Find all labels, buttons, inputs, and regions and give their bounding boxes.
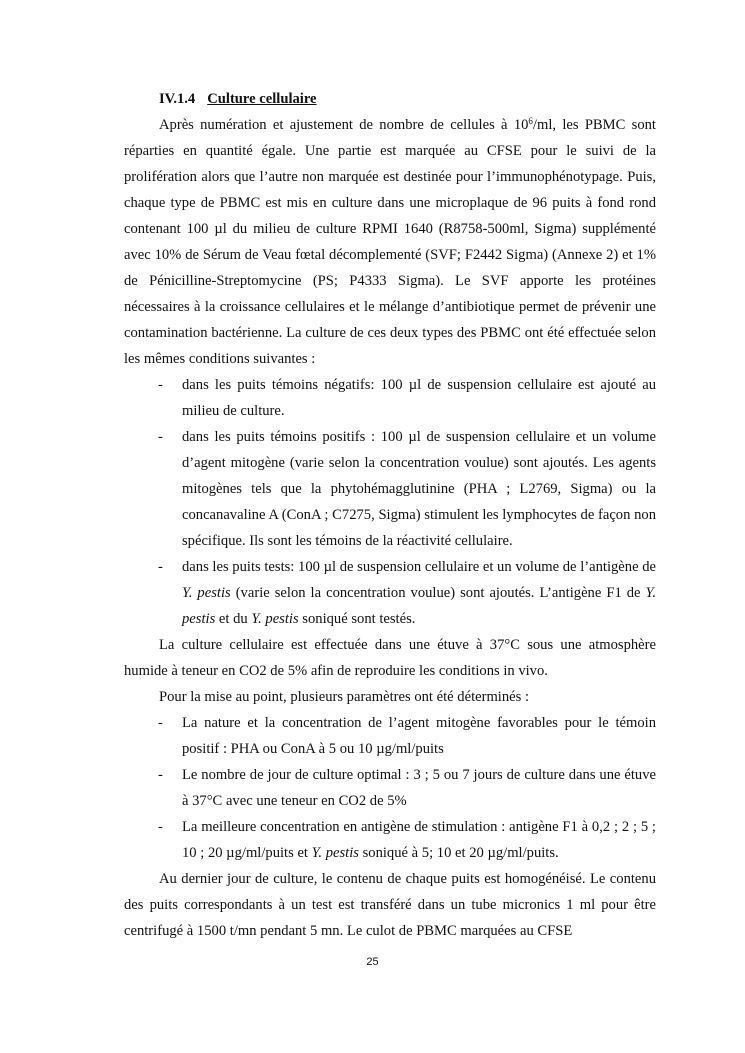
- section-number: IV.1.4: [159, 91, 196, 107]
- page-number: 25: [366, 956, 379, 968]
- list-item: [124, 762, 656, 814]
- list-item-text: (varie selon la concentration voulue) sont ajoutés. L’antigène F1 de: [230, 585, 646, 601]
- list-item: [124, 814, 656, 866]
- bullet-dash: -: [158, 429, 163, 445]
- exponent: 6: [528, 116, 533, 126]
- intro-text-end: /ml, les PBMC sont réparties en quantité égale. Une partie est marquée au CFSE pour le suivi de la prolifération alors que l’autre non marquée est destinée pour l’immunophénotypage. Puis, chaque type de PBMC est mis en culture dans une microplaque de 96 puits à fond rond contenant 100 µl du milieu de culture RPMI 1640 (R8758-500ml, Sigma) supplémenté avec 10% de Sérum de Veau fœtal décomplementé (SVF; F2442 Sigma) (Annexe 2) et 1% de Pénicilline-Streptomycine (PS; P4333 Sigma). Le SVF apporte les protéines nécessaires à la croissance cellulaires et le mélange d’antibiotique permet de prévenir une contamination bactérienne. La culture de ces deux types des PBMC ont été effectuée selon les mêmes conditions suivantes :: [124, 117, 656, 367]
- list-item-text: dans les puits témoins négatifs: 100 µl de suspension cellulaire est ajouté au milieu de culture.: [182, 377, 656, 419]
- list-item-text: Le nombre de jour de culture optimal : 3 ; 5 ou 7 jours de culture dans une étuve à 37°C avec une teneur en CO2 de 5%: [182, 767, 656, 809]
- document-page: [124, 86, 656, 944]
- species-name: Y. pestis: [182, 585, 656, 627]
- list-item-text: et du: [215, 611, 252, 627]
- species-name: Y. pestis: [182, 585, 231, 601]
- final-paragraph: Au dernier jour de culture, le contenu de chaque puits est homogénéisé. Le contenu des puits correspondants à un test est transféré dans un tube micronics 1 ml pour être centrifugé à 1500 t/mn pendant 5 mn. Le culot de PBMC marquées au CFSE: [124, 871, 656, 939]
- species-name: Y. pestis: [251, 611, 299, 627]
- list-item: [124, 710, 656, 762]
- list-item-text: La meilleure concentration en antigène de stimulation : antigène F1 à 0,2 ; 2 ; 5 ; 10 ; 20 µg/ml/puits et: [182, 819, 656, 861]
- species-name: Y. pestis: [311, 845, 359, 861]
- list-item-text: soniqué à 5; 10 et 20 µg/ml/puits.: [358, 845, 559, 861]
- intro-paragraph: [124, 112, 656, 372]
- list-item: [124, 554, 656, 632]
- list-item-text: dans les puits tests: 100 µl de suspension cellulaire et un volume de l’antigène de: [182, 559, 656, 575]
- bullet-dash: -: [158, 559, 163, 575]
- bullet-dash: -: [158, 819, 163, 835]
- bullet-dash: -: [158, 377, 163, 393]
- bullet-dash: -: [158, 715, 163, 731]
- list-item-text: La nature et la concentration de l’agent mitogène favorables pour le témoin positif : PHA ou ConA à 5 ou 10 µg/ml/puits: [182, 715, 656, 757]
- bullet-dash: -: [158, 767, 163, 783]
- list-item-text: dans les puits témoins positifs : 100 µl de suspension cellulaire et un volume d’agent mitogène (varie selon la concentration voulue) sont ajoutés. Les agents mitogènes tels que la phytohémagglutinine (PHA ; L2769, Sigma) ou la concanavaline A (ConA ; C7275, Sigma) stimulent les lymphocytes de façon non spécifique. Ils sont les témoins de la réactivité cellulaire.: [182, 429, 656, 549]
- list-item: [124, 424, 656, 554]
- culture-paragraph: La culture cellulaire est effectuée dans une étuve à 37°C sous une atmosphère humide à teneur en CO2 de 5% afin de reproduire les conditions in vivo.: [124, 637, 656, 679]
- intro-text-start: Après numération et ajustement de nombre de cellules à 10: [159, 117, 529, 133]
- conditions-list: [124, 372, 656, 632]
- section-heading: [159, 86, 656, 112]
- section-title: Culture cellulaire: [207, 91, 317, 107]
- parameters-list: [124, 710, 656, 866]
- list-item: [124, 372, 656, 424]
- list-item-text: soniqué sont testés.: [298, 611, 416, 627]
- setup-paragraph: Pour la mise au point, plusieurs paramètres ont été déterminés :: [159, 689, 530, 705]
